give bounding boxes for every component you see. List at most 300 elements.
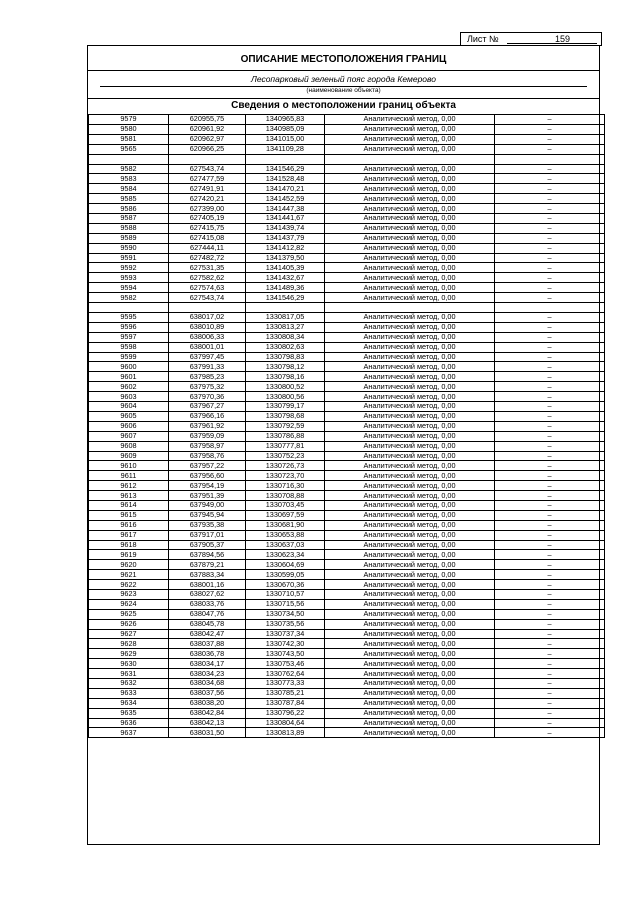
point-number-cell: 9613 [89, 491, 169, 501]
table-row [89, 372, 605, 382]
y-coordinate-cell: 1330653,88 [246, 530, 325, 540]
x-coordinate-cell: 638037,56 [169, 688, 246, 698]
point-number-cell: 9609 [89, 451, 169, 461]
point-number-cell: 9581 [89, 134, 169, 144]
method-cell: Аналитический метод, 0,00 [325, 639, 495, 649]
x-coordinate-cell: 638033,76 [169, 599, 246, 609]
point-number-cell: 9601 [89, 372, 169, 382]
method-cell: Аналитический метод, 0,00 [325, 313, 495, 323]
point-number-cell: 9607 [89, 431, 169, 441]
table-row [89, 688, 605, 698]
table-row [89, 718, 605, 728]
table-row [89, 431, 605, 441]
table-row [89, 253, 605, 263]
description-cell: – [495, 500, 605, 510]
description-cell: – [495, 134, 605, 144]
x-coordinate-cell: 620955,75 [169, 115, 246, 125]
y-coordinate-cell: 1341441,67 [246, 214, 325, 224]
description-cell: – [495, 372, 605, 382]
point-number-cell: 9585 [89, 194, 169, 204]
coordinates-table [88, 114, 605, 738]
sheet-label: Лист № [467, 34, 499, 44]
sheet-number-underline [507, 43, 597, 44]
x-coordinate-cell: 620966,25 [169, 144, 246, 154]
method-cell: Аналитический метод, 0,00 [325, 550, 495, 560]
y-coordinate-cell: 1330798,12 [246, 362, 325, 372]
x-coordinate-cell: 620962,97 [169, 134, 246, 144]
method-cell: Аналитический метод, 0,00 [325, 253, 495, 263]
point-number-cell: 9611 [89, 471, 169, 481]
description-cell [495, 303, 605, 313]
table-row [89, 293, 605, 303]
table-row [89, 124, 605, 134]
y-coordinate-cell: 1330716,30 [246, 481, 325, 491]
table-row [89, 510, 605, 520]
point-number-cell: 9606 [89, 421, 169, 431]
method-cell: Аналитический метод, 0,00 [325, 619, 495, 629]
table-row [89, 481, 605, 491]
y-coordinate-cell: 1341528,48 [246, 174, 325, 184]
table-row [89, 649, 605, 659]
x-coordinate-cell: 638034,17 [169, 659, 246, 669]
y-coordinate-cell: 1330715,56 [246, 599, 325, 609]
description-cell: – [495, 708, 605, 718]
description-cell: – [495, 194, 605, 204]
point-number-cell: 9621 [89, 570, 169, 580]
method-cell: Аналитический метод, 0,00 [325, 659, 495, 669]
y-coordinate-cell: 1330734,50 [246, 609, 325, 619]
table-row [89, 204, 605, 214]
point-number-cell: 9622 [89, 580, 169, 590]
point-number-cell: 9608 [89, 441, 169, 451]
x-coordinate-cell: 637879,21 [169, 560, 246, 570]
point-number-cell: 9626 [89, 619, 169, 629]
y-coordinate-cell: 1330792,59 [246, 421, 325, 431]
y-coordinate-cell: 1341015,00 [246, 134, 325, 144]
y-coordinate-cell: 1330670,36 [246, 580, 325, 590]
point-number-cell: 9589 [89, 233, 169, 243]
x-coordinate-cell: 627574,63 [169, 283, 246, 293]
description-cell: – [495, 243, 605, 253]
description-cell: – [495, 580, 605, 590]
description-cell: – [495, 431, 605, 441]
description-cell: – [495, 698, 605, 708]
x-coordinate-cell: 638047,76 [169, 609, 246, 619]
description-cell: – [495, 402, 605, 412]
method-cell: Аналитический метод, 0,00 [325, 214, 495, 224]
point-number-cell: 9593 [89, 273, 169, 283]
method-cell: Аналитический метод, 0,00 [325, 223, 495, 233]
table-row [89, 184, 605, 194]
x-coordinate-cell: 627477,59 [169, 174, 246, 184]
y-coordinate-cell: 1340965,83 [246, 115, 325, 125]
y-coordinate-cell: 1330800,56 [246, 392, 325, 402]
point-number-cell: 9591 [89, 253, 169, 263]
point-number-cell [89, 154, 169, 164]
method-cell: Аналитический метод, 0,00 [325, 411, 495, 421]
method-cell: Аналитический метод, 0,00 [325, 352, 495, 362]
object-name: Лесопарковый зеленый пояс города Кемерово [251, 74, 436, 84]
method-cell: Аналитический метод, 0,00 [325, 124, 495, 134]
point-number-cell: 9630 [89, 659, 169, 669]
method-cell [325, 154, 495, 164]
y-coordinate-cell: 1341439,74 [246, 223, 325, 233]
table-row [89, 560, 605, 570]
y-coordinate-cell: 1341379,50 [246, 253, 325, 263]
table-row [89, 451, 605, 461]
y-coordinate-cell: 1341546,29 [246, 293, 325, 303]
x-coordinate-cell: 637954,19 [169, 481, 246, 491]
y-coordinate-cell: 1330813,89 [246, 728, 325, 738]
point-number-cell: 9627 [89, 629, 169, 639]
x-coordinate-cell [169, 154, 246, 164]
x-coordinate-cell: 638006,33 [169, 332, 246, 342]
point-number-cell: 9624 [89, 599, 169, 609]
table-row [89, 263, 605, 273]
y-coordinate-cell: 1340985,09 [246, 124, 325, 134]
blank-separator-row [89, 154, 605, 164]
table-row [89, 530, 605, 540]
point-number-cell: 9616 [89, 520, 169, 530]
x-coordinate-cell: 627491,91 [169, 184, 246, 194]
point-number-cell: 9584 [89, 184, 169, 194]
method-cell: Аналитический метод, 0,00 [325, 144, 495, 154]
table-row [89, 639, 605, 649]
y-coordinate-cell: 1330743,50 [246, 649, 325, 659]
x-coordinate-cell: 637894,56 [169, 550, 246, 560]
y-coordinate-cell [246, 154, 325, 164]
y-coordinate-cell: 1330742,30 [246, 639, 325, 649]
point-number-cell: 9633 [89, 688, 169, 698]
point-number-cell: 9595 [89, 313, 169, 323]
description-cell: – [495, 313, 605, 323]
y-coordinate-cell: 1330708,88 [246, 491, 325, 501]
y-coordinate-cell: 1330604,69 [246, 560, 325, 570]
description-cell: – [495, 273, 605, 283]
method-cell: Аналитический метод, 0,00 [325, 698, 495, 708]
point-number-cell: 9634 [89, 698, 169, 708]
table-row [89, 659, 605, 669]
point-number-cell: 9604 [89, 402, 169, 412]
document-frame [87, 45, 600, 845]
point-number-cell: 9636 [89, 718, 169, 728]
y-coordinate-cell: 1330817,05 [246, 313, 325, 323]
point-number-cell: 9615 [89, 510, 169, 520]
description-cell: – [495, 678, 605, 688]
point-number-cell: 9617 [89, 530, 169, 540]
x-coordinate-cell: 638042,47 [169, 629, 246, 639]
table-row [89, 471, 605, 481]
description-cell: – [495, 649, 605, 659]
point-number-cell: 9635 [89, 708, 169, 718]
point-number-cell: 9602 [89, 382, 169, 392]
method-cell: Аналитический метод, 0,00 [325, 431, 495, 441]
description-cell: – [495, 550, 605, 560]
y-coordinate-cell: 1341437,79 [246, 233, 325, 243]
description-cell: – [495, 728, 605, 738]
description-cell: – [495, 382, 605, 392]
description-cell: – [495, 609, 605, 619]
point-number-cell: 9623 [89, 589, 169, 599]
x-coordinate-cell: 627543,74 [169, 164, 246, 174]
table-row [89, 134, 605, 144]
x-coordinate-cell: 638034,23 [169, 669, 246, 679]
description-cell: – [495, 510, 605, 520]
table-row [89, 144, 605, 154]
y-coordinate-cell [246, 303, 325, 313]
point-number-cell: 9600 [89, 362, 169, 372]
x-coordinate-cell: 637883,34 [169, 570, 246, 580]
method-cell: Аналитический метод, 0,00 [325, 609, 495, 619]
point-number-cell: 9597 [89, 332, 169, 342]
y-coordinate-cell: 1330800,52 [246, 382, 325, 392]
table-row [89, 678, 605, 688]
table-row [89, 570, 605, 580]
x-coordinate-cell: 627415,08 [169, 233, 246, 243]
method-cell: Аналитический метод, 0,00 [325, 669, 495, 679]
description-cell: – [495, 174, 605, 184]
y-coordinate-cell: 1330777,81 [246, 441, 325, 451]
table-row [89, 332, 605, 342]
method-cell: Аналитический метод, 0,00 [325, 204, 495, 214]
x-coordinate-cell: 638042,13 [169, 718, 246, 728]
table-row [89, 619, 605, 629]
y-coordinate-cell: 1330796,22 [246, 708, 325, 718]
point-number-cell: 9603 [89, 392, 169, 402]
x-coordinate-cell: 637958,76 [169, 451, 246, 461]
method-cell: Аналитический метод, 0,00 [325, 402, 495, 412]
method-cell: Аналитический метод, 0,00 [325, 342, 495, 352]
description-cell: – [495, 283, 605, 293]
method-cell: Аналитический метод, 0,00 [325, 530, 495, 540]
table-row [89, 698, 605, 708]
y-coordinate-cell: 1330813,27 [246, 322, 325, 332]
x-coordinate-cell: 637905,37 [169, 540, 246, 550]
x-coordinate-cell: 637985,23 [169, 372, 246, 382]
x-coordinate-cell: 627482,72 [169, 253, 246, 263]
section-heading: Сведения о местоположении границ объекта [231, 100, 456, 111]
point-number-cell: 9619 [89, 550, 169, 560]
y-coordinate-cell: 1330799,17 [246, 402, 325, 412]
x-coordinate-cell: 638037,88 [169, 639, 246, 649]
point-number-cell: 9580 [89, 124, 169, 134]
description-cell: – [495, 362, 605, 372]
x-coordinate-cell: 638034,68 [169, 678, 246, 688]
method-cell: Аналитический метод, 0,00 [325, 293, 495, 303]
y-coordinate-cell: 1341489,36 [246, 283, 325, 293]
y-coordinate-cell: 1330737,34 [246, 629, 325, 639]
description-cell: – [495, 589, 605, 599]
method-cell: Аналитический метод, 0,00 [325, 233, 495, 243]
method-cell: Аналитический метод, 0,00 [325, 461, 495, 471]
description-cell: – [495, 659, 605, 669]
table-row [89, 174, 605, 184]
point-number-cell: 9596 [89, 322, 169, 332]
method-cell: Аналитический метод, 0,00 [325, 421, 495, 431]
table-row [89, 115, 605, 125]
x-coordinate-cell: 638038,20 [169, 698, 246, 708]
point-number-cell: 9637 [89, 728, 169, 738]
point-number-cell: 9620 [89, 560, 169, 570]
method-cell: Аналитический метод, 0,00 [325, 540, 495, 550]
table-row [89, 411, 605, 421]
description-cell: – [495, 669, 605, 679]
method-cell: Аналитический метод, 0,00 [325, 184, 495, 194]
point-number-cell: 9605 [89, 411, 169, 421]
description-cell: – [495, 342, 605, 352]
y-coordinate-cell: 1330726,73 [246, 461, 325, 471]
method-cell: Аналитический метод, 0,00 [325, 392, 495, 402]
point-number-cell: 9583 [89, 174, 169, 184]
description-cell [495, 154, 605, 164]
description-cell: – [495, 293, 605, 303]
method-cell: Аналитический метод, 0,00 [325, 372, 495, 382]
table-row [89, 500, 605, 510]
method-cell: Аналитический метод, 0,00 [325, 491, 495, 501]
table-row [89, 609, 605, 619]
y-coordinate-cell: 1330623,34 [246, 550, 325, 560]
table-row [89, 461, 605, 471]
method-cell: Аналитический метод, 0,00 [325, 441, 495, 451]
method-cell: Аналитический метод, 0,00 [325, 688, 495, 698]
method-cell: Аналитический метод, 0,00 [325, 649, 495, 659]
y-coordinate-cell: 1330599,05 [246, 570, 325, 580]
method-cell: Аналитический метод, 0,00 [325, 174, 495, 184]
method-cell: Аналитический метод, 0,00 [325, 471, 495, 481]
x-coordinate-cell: 637970,36 [169, 392, 246, 402]
x-coordinate-cell: 637961,92 [169, 421, 246, 431]
y-coordinate-cell: 1330804,64 [246, 718, 325, 728]
description-cell: – [495, 639, 605, 649]
description-cell: – [495, 441, 605, 451]
sheet-number: 159 [555, 34, 571, 44]
table-row [89, 550, 605, 560]
description-cell: – [495, 253, 605, 263]
object-name-caption: (наименование объекта) [306, 87, 381, 94]
point-number-cell: 9628 [89, 639, 169, 649]
blank-separator-row [89, 303, 605, 313]
method-cell: Аналитический метод, 0,00 [325, 629, 495, 639]
table-row [89, 362, 605, 372]
method-cell: Аналитический метод, 0,00 [325, 481, 495, 491]
x-coordinate-cell: 637975,32 [169, 382, 246, 392]
y-coordinate-cell: 1330753,46 [246, 659, 325, 669]
point-number-cell: 9588 [89, 223, 169, 233]
table-row [89, 223, 605, 233]
y-coordinate-cell: 1341405,39 [246, 263, 325, 273]
x-coordinate-cell: 637959,09 [169, 431, 246, 441]
point-number-cell: 9612 [89, 481, 169, 491]
description-cell: – [495, 421, 605, 431]
method-cell: Аналитический метод, 0,00 [325, 580, 495, 590]
description-cell: – [495, 332, 605, 342]
table-row [89, 708, 605, 718]
description-cell: – [495, 115, 605, 125]
y-coordinate-cell: 1341447,38 [246, 204, 325, 214]
point-number-cell: 9579 [89, 115, 169, 125]
point-number-cell: 9586 [89, 204, 169, 214]
point-number-cell: 9590 [89, 243, 169, 253]
description-cell: – [495, 233, 605, 243]
table-row [89, 491, 605, 501]
x-coordinate-cell: 637945,94 [169, 510, 246, 520]
point-number-cell: 9610 [89, 461, 169, 471]
description-cell: – [495, 530, 605, 540]
method-cell: Аналитический метод, 0,00 [325, 243, 495, 253]
point-number-cell: 9594 [89, 283, 169, 293]
point-number-cell: 9599 [89, 352, 169, 362]
point-number-cell: 9587 [89, 214, 169, 224]
x-coordinate-cell: 638001,16 [169, 580, 246, 590]
description-cell: – [495, 481, 605, 491]
x-coordinate-cell: 637956,60 [169, 471, 246, 481]
x-coordinate-cell: 638031,50 [169, 728, 246, 738]
sheet-number-box [460, 32, 602, 46]
table-row [89, 273, 605, 283]
point-number-cell: 9592 [89, 263, 169, 273]
description-cell: – [495, 263, 605, 273]
x-coordinate-cell: 638010,89 [169, 322, 246, 332]
y-coordinate-cell: 1330723,70 [246, 471, 325, 481]
description-cell: – [495, 214, 605, 224]
table-row [89, 629, 605, 639]
method-cell: Аналитический метод, 0,00 [325, 728, 495, 738]
description-cell: – [495, 688, 605, 698]
x-coordinate-cell: 638045,78 [169, 619, 246, 629]
point-number-cell: 9582 [89, 293, 169, 303]
table-row [89, 313, 605, 323]
x-coordinate-cell: 637967,27 [169, 402, 246, 412]
x-coordinate-cell: 637997,45 [169, 352, 246, 362]
y-coordinate-cell: 1330681,90 [246, 520, 325, 530]
table-row [89, 342, 605, 352]
y-coordinate-cell: 1341109,28 [246, 144, 325, 154]
x-coordinate-cell: 638017,02 [169, 313, 246, 323]
table-row [89, 540, 605, 550]
y-coordinate-cell: 1330798,16 [246, 372, 325, 382]
x-coordinate-cell: 627531,35 [169, 263, 246, 273]
description-cell: – [495, 411, 605, 421]
point-number-cell: 9598 [89, 342, 169, 352]
method-cell: Аналитический метод, 0,00 [325, 382, 495, 392]
table-row [89, 322, 605, 332]
y-coordinate-cell: 1330703,45 [246, 500, 325, 510]
coordinates-table-body [89, 115, 605, 738]
section-divider [88, 98, 599, 99]
point-number-cell: 9582 [89, 164, 169, 174]
x-coordinate-cell: 638027,62 [169, 589, 246, 599]
point-number-cell: 9629 [89, 649, 169, 659]
table-row [89, 283, 605, 293]
table-row [89, 441, 605, 451]
x-coordinate-cell: 637958,97 [169, 441, 246, 451]
description-cell: – [495, 471, 605, 481]
y-coordinate-cell: 1330762,64 [246, 669, 325, 679]
point-number-cell: 9632 [89, 678, 169, 688]
x-coordinate-cell: 627399,00 [169, 204, 246, 214]
method-cell: Аналитический метод, 0,00 [325, 164, 495, 174]
description-cell: – [495, 570, 605, 580]
y-coordinate-cell: 1330786,88 [246, 431, 325, 441]
title-divider [88, 70, 599, 71]
y-coordinate-cell: 1341432,67 [246, 273, 325, 283]
method-cell: Аналитический метод, 0,00 [325, 115, 495, 125]
method-cell: Аналитический метод, 0,00 [325, 500, 495, 510]
method-cell: Аналитический метод, 0,00 [325, 520, 495, 530]
table-row [89, 580, 605, 590]
table-row [89, 194, 605, 204]
y-coordinate-cell: 1330802,63 [246, 342, 325, 352]
